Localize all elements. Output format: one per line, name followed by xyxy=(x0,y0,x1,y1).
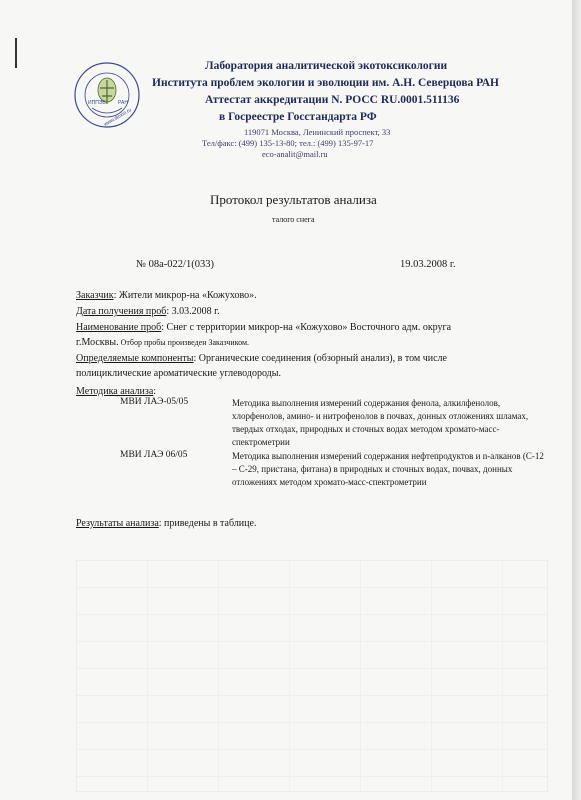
address-line-2: Тел/факс: (499) 135-13-80; тел.: (499) 135-97-17 xyxy=(202,138,374,148)
header-line-4: в Госреестре Госстандарта РФ xyxy=(219,111,377,123)
sample-note: Отбор пробы произведен Заказчиком. xyxy=(118,338,250,347)
components-value: : Органические соединения (обзорный анализ), в том числе xyxy=(193,353,447,364)
logo-left-text: ИППЭВ xyxy=(88,100,106,106)
received-value: : 3.03.2008 г. xyxy=(166,306,220,317)
method-row xyxy=(76,386,156,397)
results-row xyxy=(76,518,256,529)
results-value: : приведены в таблице. xyxy=(158,518,257,529)
protocol-number: № 08а-022/1(033) xyxy=(136,259,214,270)
protocol-date: 19.03.2008 г. xyxy=(400,259,456,270)
customer-label: Заказчик xyxy=(76,290,114,301)
sample-row xyxy=(76,322,451,333)
document-subtitle: талого снега xyxy=(272,215,315,224)
method-code-1: МВИ ЛАЭ-05/05 xyxy=(120,397,189,407)
customer-value: : Жители микрор-на «Кожухово». xyxy=(113,290,257,301)
method-desc-2: Методика выполнения измерений содержания нефтепродуктов и n-алканов (С-12 – С-29, пристана, фитана) в природных и сточных водах, почвах, донных отложениях методом хромато-масс-спектрометрии xyxy=(232,451,544,487)
method-label: Методика анализа xyxy=(76,386,154,397)
components-label: Определяемые компоненты xyxy=(76,353,194,364)
header-line-1: Лаборатория аналитической экотоксикологии xyxy=(205,60,448,72)
method-colon: : xyxy=(153,386,157,397)
document-title: Протокол результатов анализа xyxy=(210,192,377,207)
margin-mark xyxy=(15,38,17,68)
received-label: Дата получения проб xyxy=(76,306,167,317)
faint-results-table xyxy=(76,560,548,792)
scan-edge-shadow xyxy=(572,0,581,800)
method-desc-1: Методика выполнения измерений содержания фенола, алкилфенолов, хлорфенолов, амино- и нитрофенолов в почвах, донных отложениях шламах, твердых отходах, природных и сточных водах методом хромато-масс-спектрометрии xyxy=(232,398,529,447)
sample-label: Наименование проб xyxy=(76,322,162,333)
sample-value: : Снег с территории микрор-на «Кожухово» Восточного адм. округа xyxy=(161,322,452,333)
laboratory-logo-icon xyxy=(72,60,142,130)
method-code-2: МВИ ЛАЭ 06/05 xyxy=(120,450,188,460)
results-label: Результаты анализа xyxy=(76,518,159,529)
logo-right-text: РАН xyxy=(118,100,128,106)
sample-row-2 xyxy=(76,337,249,348)
components-value-2: полициклические ароматические углеводороды. xyxy=(76,368,281,379)
header-line-3: Аттестат аккредитации N. РОСС RU.0001.511136 xyxy=(205,94,460,106)
logo-url-text: www.dioxin.ru xyxy=(103,107,133,128)
components-row-2 xyxy=(76,368,281,379)
components-row xyxy=(76,353,447,364)
received-row xyxy=(76,306,220,317)
address-line-1: 119071 Москва, Ленинский проспект, 33 xyxy=(244,127,391,137)
header-line-2: Института проблем экологии и эволюции им. А.Н. Северцова РАН xyxy=(152,77,499,89)
sample-value-2: г.Москвы. xyxy=(76,337,119,348)
address-line-3: eco-analit@mail.ru xyxy=(262,149,328,159)
customer-row xyxy=(76,290,257,301)
